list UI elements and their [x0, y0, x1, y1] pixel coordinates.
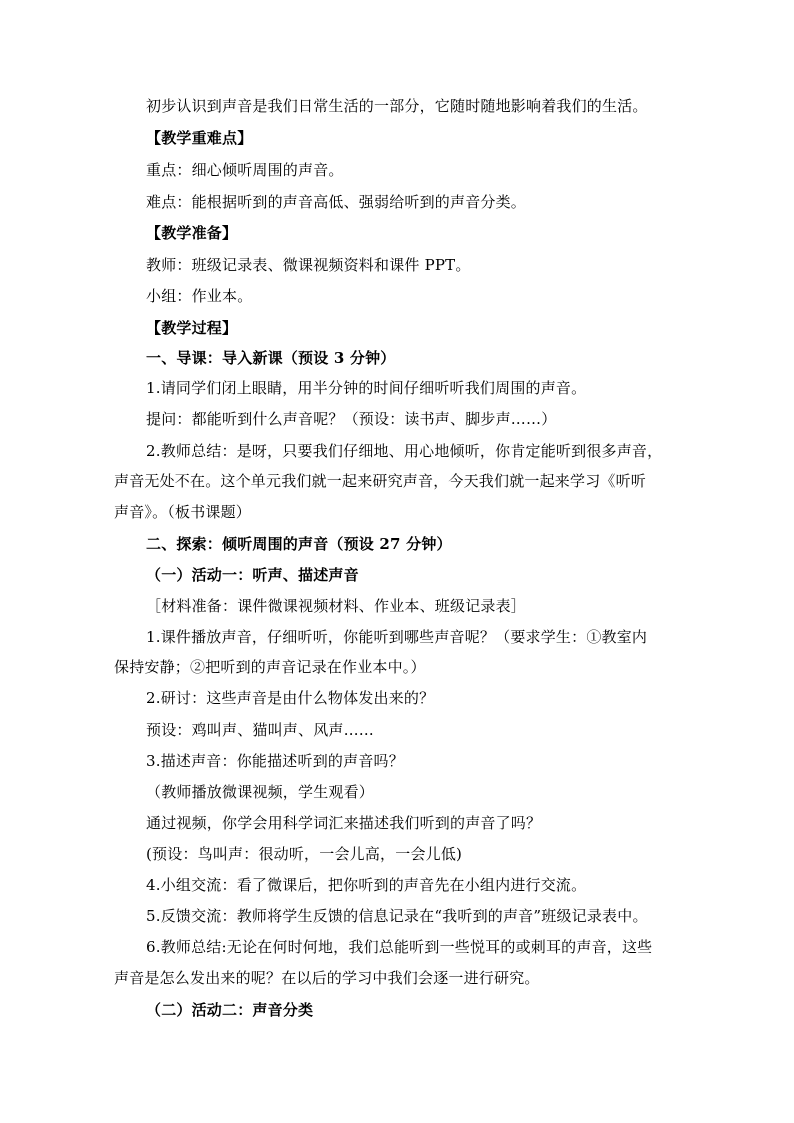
materials-text: ［材料准备：课件微课视频材料、作业本、班级记录表］	[146, 597, 527, 615]
activity-step-2-text: 2.研讨：这些声音是由什么物体发出来的？	[146, 689, 435, 707]
activity-one-heading: （一）活动一：听声、描述声音	[146, 566, 359, 584]
step-2-text-line1: 2.教师总结：是呀，只要我们仔细地、用心地倾听，你肯定能听到很多声音，	[146, 442, 663, 460]
activity-two-heading: （二）活动二：声音分类	[146, 1001, 314, 1019]
heading-preparation: 【教学准备】	[146, 224, 238, 242]
preset-bird-text: (预设：鸟叫声：很动听，一会儿高，一会儿低)	[146, 845, 463, 863]
step-2-text-line2: 声音无处不在。这个单元我们就一起来研究声音，今天我们就一起来学习《听听	[114, 472, 647, 490]
teacher-prep-text: 教师：班级记录表、微课视频资料和课件 PPT。	[146, 256, 471, 274]
section-two-heading: 二、探索：倾听周围的声音（预设 27 分钟）	[146, 535, 452, 553]
activity-step-6-line1: 6.教师总结:无论在何时何地，我们总能听到一些悦耳的或刺耳的声音，这些	[146, 938, 653, 956]
step-2-text-line3: 声音》。（板书课题）	[114, 503, 252, 521]
difficult-point-text: 难点：能根据听到的声音高低、强弱给听到的声音分类。	[146, 193, 527, 211]
activity-step-6-line2: 声音是怎么发出来的呢？在以后的学习中我们会逐一进行研究。	[114, 969, 540, 987]
key-point-text: 重点：细心倾听周围的声音。	[146, 161, 344, 179]
heading-key-points: 【教学重难点】	[146, 129, 253, 147]
preset-sounds-text: 预设：鸡叫声、猫叫声、风声……	[146, 721, 375, 739]
section-one-heading: 一、导课：导入新课（预设 3 分钟）	[146, 349, 396, 367]
step-1-text: 1.请同学们闭上眼睛，用半分钟的时间仔细听听我们周围的声音。	[146, 379, 587, 397]
intro-goal-text: 初步认识到声音是我们日常生活的一部分，它随时随地影响着我们的生活。	[146, 97, 648, 115]
video-note-text: （教师播放微课视频，学生观看）	[146, 783, 375, 801]
video-question-text: 通过视频，你学会用科学词汇来描述我们听到的声音了吗？	[146, 814, 542, 832]
group-prep-text: 小组：作业本。	[146, 287, 253, 305]
activity-step-3-text: 3.描述声音：你能描述听到的声音吗？	[146, 752, 404, 770]
heading-process: 【教学过程】	[146, 319, 238, 337]
activity-step-4-text: 4.小组交流：看了微课后，把你听到的声音先在小组内进行交流。	[146, 876, 587, 894]
activity-step-1-line2: 保持安静；②把听到的声音记录在作业本中。）	[114, 658, 426, 676]
activity-step-1-line1: 1.课件播放声音，仔细听听，你能听到哪些声音呢？（要求学生：①教室内	[146, 628, 648, 646]
question-text: 提问：都能听到什么声音呢？（预设：读书声、脚步声……）	[146, 410, 557, 428]
activity-step-5-text: 5.反馈交流：教师将学生反馈的信息记录在“我听到的声音”班级记录表中。	[146, 907, 648, 925]
